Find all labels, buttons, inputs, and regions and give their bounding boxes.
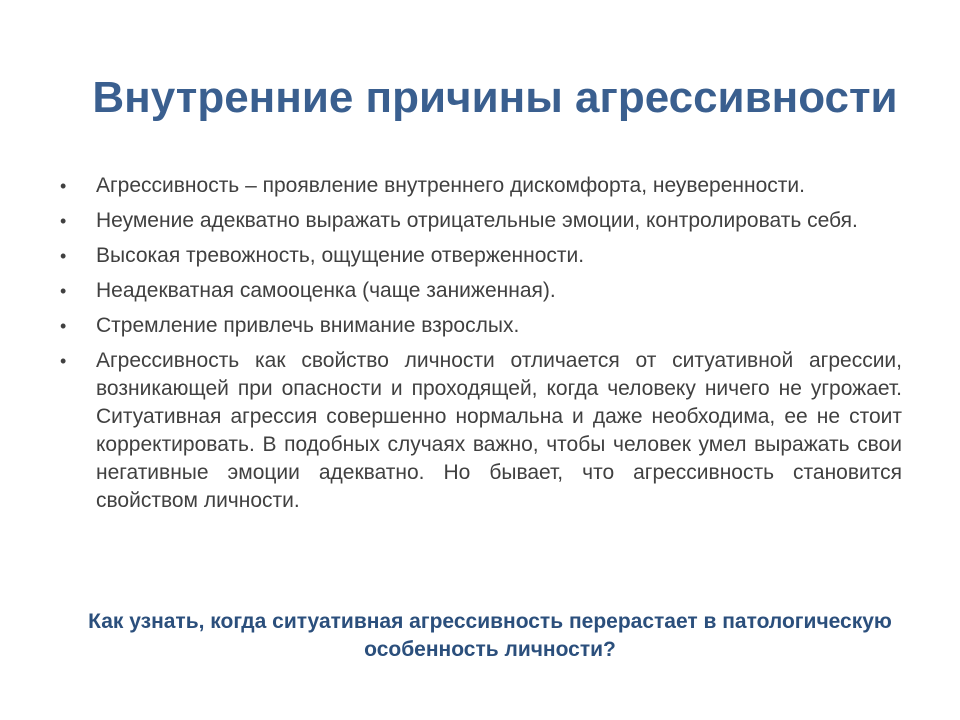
- bullet-icon: •: [60, 281, 67, 301]
- bullet-text: Неумение адекватно выражать отрицательные эмоции, контролировать себя.: [96, 209, 858, 232]
- slide-title: Внутренние причины агрессивности: [92, 73, 898, 122]
- bullet-item-discomfort: [60, 172, 902, 200]
- bullet-icon: •: [60, 211, 67, 231]
- bullet-icon: •: [60, 246, 67, 266]
- bullet-icon: •: [60, 316, 67, 336]
- bullet-item-emotions: [60, 207, 902, 235]
- bullet-text: Неадекватная самооценка (чаще заниженная).: [96, 279, 556, 302]
- bullet-item-attention: [60, 312, 902, 340]
- bullet-item-situational-aggression: [60, 347, 902, 515]
- closing-question: Как узнать, когда ситуативная агрессивность перерастает в патологическую особенность личности?: [88, 610, 892, 661]
- bullet-icon: •: [60, 351, 67, 371]
- bullet-item-self-esteem: [60, 277, 902, 305]
- bullet-text: Агрессивность – проявление внутреннего дискомфорта, неуверенности.: [96, 174, 805, 197]
- bullet-list: [60, 172, 902, 522]
- bullet-text: Стремление привлечь внимание взрослых.: [96, 314, 520, 337]
- bullet-item-anxiety: [60, 242, 902, 270]
- bullet-text: Высокая тревожность, ощущение отверженности.: [96, 244, 585, 267]
- bullet-text: Агрессивность как свойство личности отличается от ситуативной агрессии, возникающей при опасности и проходящей, когда человеку ничего не угрожает. Ситуативная агрессия совершенно нормальна и даже необходима, ее не стоит корректировать. В подобных случаях важно, чтобы человек умел выражать свои негативные эмоции адекватно. Но бывает, что агрессивность становится свойством личности.: [96, 349, 902, 512]
- bullet-icon: •: [60, 176, 67, 196]
